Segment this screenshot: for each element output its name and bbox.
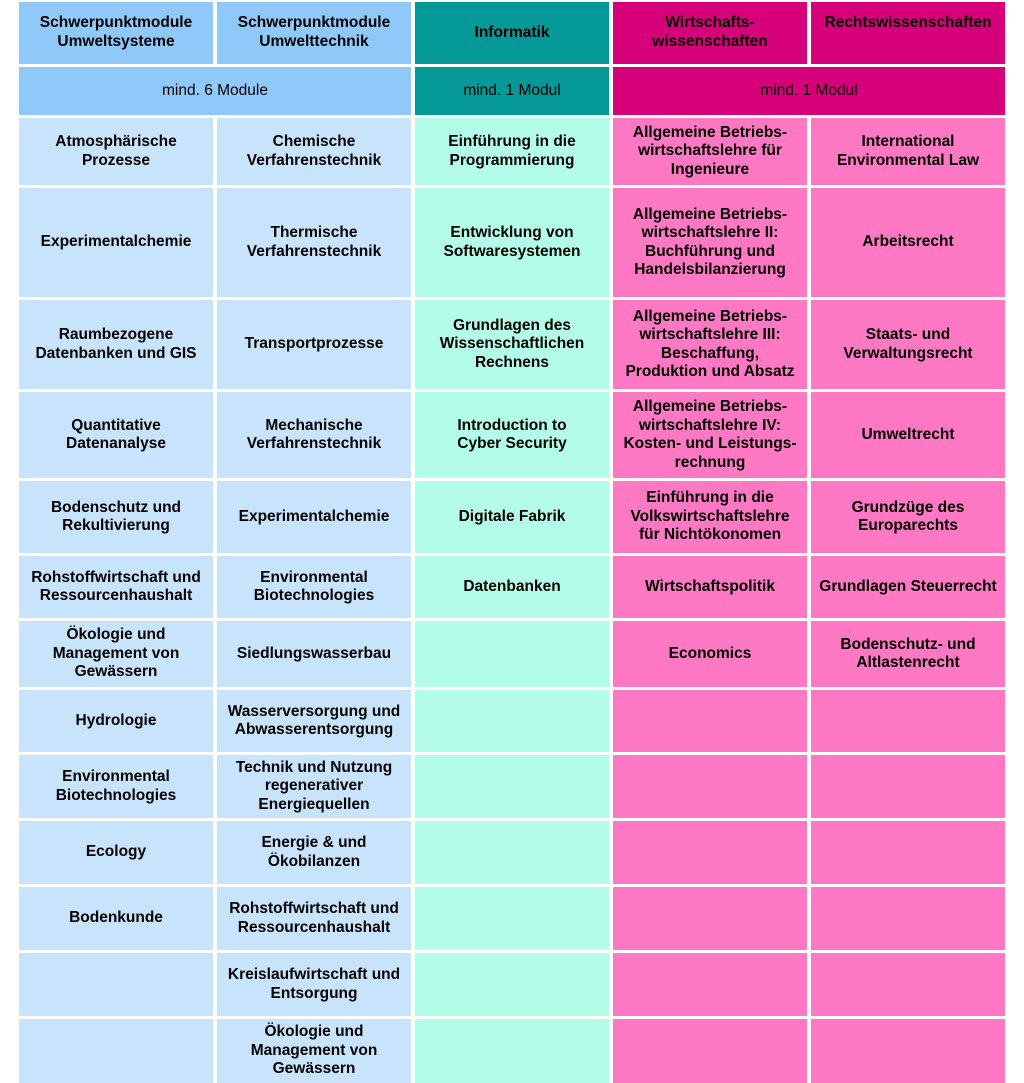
requirement-informatik: mind. 1 Modul [415, 67, 609, 115]
module-cell-umwelttechnik: Kreislaufwirtschaft und Entsorgung [217, 953, 411, 1016]
module-cell-umweltsysteme: Environmental Biotechnologies [19, 755, 213, 818]
module-cell-umweltsysteme: Ecology [19, 821, 213, 884]
module-cell-informatik: Entwicklung von Softwaresystemen [415, 188, 609, 297]
module-cell-umweltsysteme: Experimentalchemie [19, 188, 213, 297]
module-cell-informatik: Einführung in die Programmierung [415, 118, 609, 185]
module-cell-informatik [415, 755, 609, 818]
module-cell-recht: Staats- und Verwaltungsrecht [811, 300, 1005, 389]
module-cell-wirtschaft [613, 821, 807, 884]
module-cell-wirtschaft: Allgemeine Betriebs- wirtschaftslehre III: Beschaffung, Produktion und Absatz [613, 300, 807, 389]
module-cell-umweltsysteme: Rohstoffwirtschaft und Ressourcenhaushalt [19, 556, 213, 618]
module-cell-wirtschaft: Economics [613, 621, 807, 687]
module-cell-recht: Grundzüge des Europarechts [811, 481, 1005, 553]
module-cell-umwelttechnik: Ökologie und Management von Gewässern [217, 1019, 411, 1083]
module-cell-recht: Grundlagen Steuerrecht [811, 556, 1005, 618]
header-umwelttechnik: Schwerpunktmodule Umwelttechnik [217, 2, 411, 64]
module-cell-recht: International Environmental Law [811, 118, 1005, 185]
module-cell-umwelttechnik: Thermische Verfahrenstechnik [217, 188, 411, 297]
header-rechtswissenschaften: Rechtswissenschaften [811, 2, 1005, 64]
module-cell-informatik: Digitale Fabrik [415, 481, 609, 553]
module-cell-informatik [415, 887, 609, 950]
module-cell-wirtschaft: Einführung in die Volkswirtschaftslehre für Nichtökonomen [613, 481, 807, 553]
module-cell-informatik [415, 690, 609, 752]
module-cell-umwelttechnik: Wasserversorgung und Abwasserentsorgung [217, 690, 411, 752]
module-cell-umwelttechnik: Energie & und Ökobilanzen [217, 821, 411, 884]
module-cell-recht: Umweltrecht [811, 392, 1005, 478]
module-cell-wirtschaft [613, 1019, 807, 1083]
module-cell-informatik: Datenbanken [415, 556, 609, 618]
module-cell-umwelttechnik: Chemische Verfahrenstechnik [217, 118, 411, 185]
header-umweltsysteme: Schwerpunktmodule Umweltsysteme [19, 2, 213, 64]
module-cell-informatik [415, 621, 609, 687]
requirement-wirtschaft-recht: mind. 1 Modul [613, 67, 1005, 115]
module-cell-wirtschaft: Allgemeine Betriebs- wirtschaftslehre II: Buchführung und Handelsbilanzierung [613, 188, 807, 297]
module-cell-recht: Bodenschutz- und Altlastenrecht [811, 621, 1005, 687]
module-cell-recht [811, 690, 1005, 752]
module-cell-informatik: Grundlagen des Wissenschaftlichen Rechnens [415, 300, 609, 389]
module-cell-umwelttechnik: Technik und Nutzung regenerativer Energiequellen [217, 755, 411, 818]
module-cell-recht [811, 887, 1005, 950]
module-cell-umweltsysteme: Quantitative Datenanalyse [19, 392, 213, 478]
module-cell-informatik [415, 953, 609, 1016]
module-cell-umwelttechnik: Mechanische Verfahrenstechnik [217, 392, 411, 478]
module-cell-recht [811, 821, 1005, 884]
module-cell-recht: Arbeitsrecht [811, 188, 1005, 297]
module-cell-wirtschaft: Wirtschaftspolitik [613, 556, 807, 618]
header-wirtschaftswissenschaften: Wirtschafts- wissenschaften [613, 2, 807, 64]
module-cell-informatik: Introduction to Cyber Security [415, 392, 609, 478]
module-cell-wirtschaft [613, 953, 807, 1016]
module-cell-umweltsysteme [19, 953, 213, 1016]
requirement-umwelt: mind. 6 Module [19, 67, 411, 115]
module-cell-umweltsysteme: Hydrologie [19, 690, 213, 752]
module-table [17, 2, 1010, 1083]
module-cell-recht [811, 1019, 1005, 1083]
module-cell-recht [811, 755, 1005, 818]
module-cell-umwelttechnik: Transportprozesse [217, 300, 411, 389]
module-cell-recht [811, 953, 1005, 1016]
module-cell-umweltsysteme: Ökologie und Management von Gewässern [19, 621, 213, 687]
module-cell-informatik [415, 821, 609, 884]
module-cell-informatik [415, 1019, 609, 1083]
module-cell-wirtschaft [613, 755, 807, 818]
module-cell-wirtschaft [613, 887, 807, 950]
module-cell-wirtschaft [613, 690, 807, 752]
module-cell-umwelttechnik: Siedlungswasserbau [217, 621, 411, 687]
module-cell-umweltsysteme [19, 1019, 213, 1083]
module-cell-wirtschaft: Allgemeine Betriebs- wirtschaftslehre für Ingenieure [613, 118, 807, 185]
module-cell-umweltsysteme: Bodenschutz und Rekultivierung [19, 481, 213, 553]
module-cell-umweltsysteme: Bodenkunde [19, 887, 213, 950]
module-cell-wirtschaft: Allgemeine Betriebs- wirtschaftslehre IV: Kosten- und Leistungs- rechnung [613, 392, 807, 478]
header-informatik: Informatik [415, 2, 609, 64]
module-cell-umweltsysteme: Atmosphärische Prozesse [19, 118, 213, 185]
module-cell-umwelttechnik: Environmental Biotechnologies [217, 556, 411, 618]
module-cell-umweltsysteme: Raumbezogene Datenbanken und GIS [19, 300, 213, 389]
module-cell-umwelttechnik: Rohstoffwirtschaft und Ressourcenhaushalt [217, 887, 411, 950]
module-cell-umwelttechnik: Experimentalchemie [217, 481, 411, 553]
